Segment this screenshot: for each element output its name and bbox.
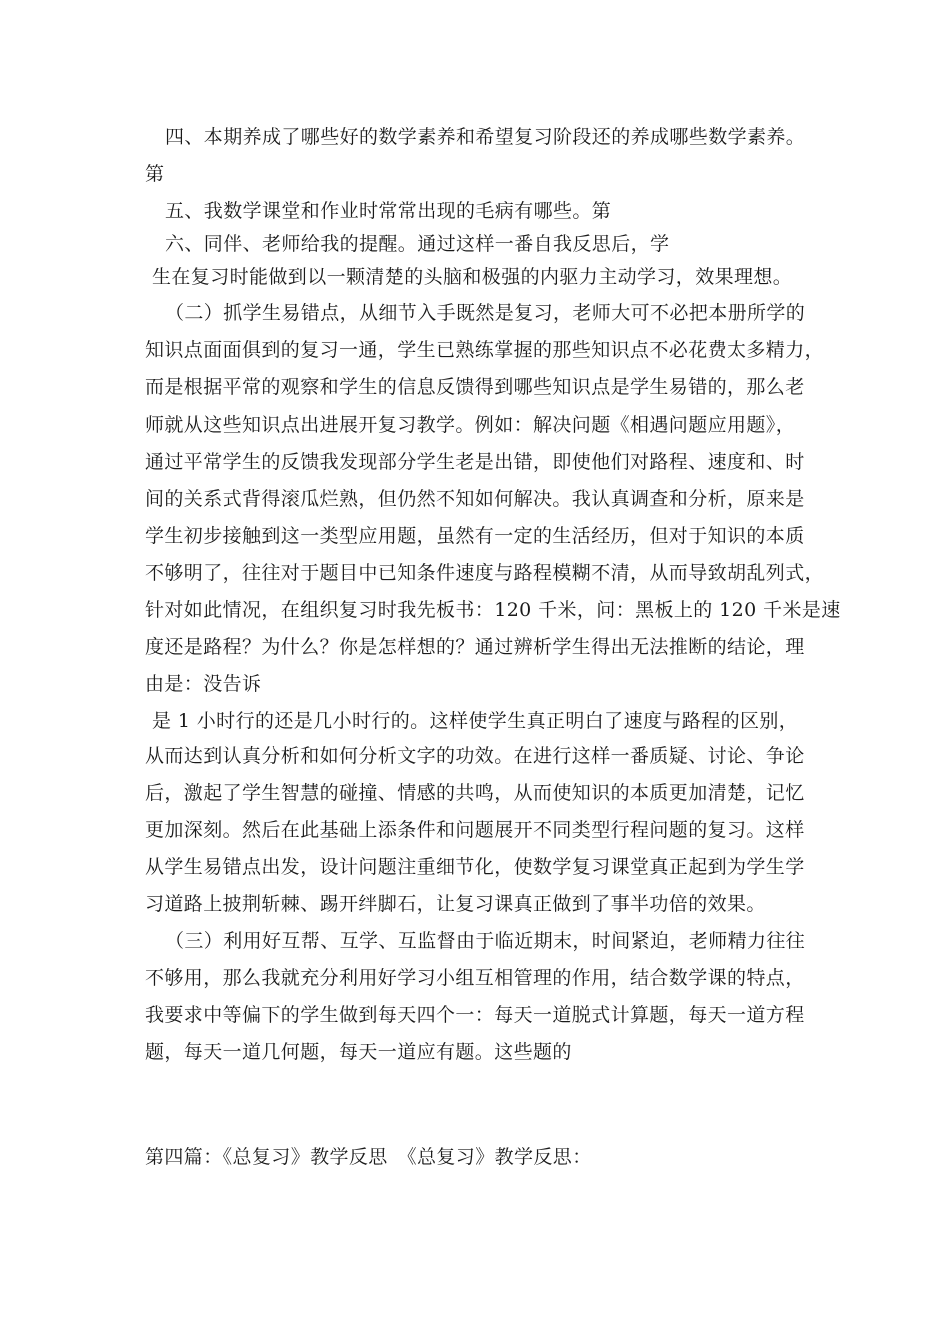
paragraph-line: 是 1 小时行的还是几小时行的。这样使学生真正明白了速度与路程的区别， bbox=[152, 710, 799, 732]
paragraph-line: 五、我数学课堂和作业时常常出现的毛病有哪些。第 bbox=[165, 200, 612, 222]
paragraph-line: 四、本期养成了哪些好的数学素养和希望复习阶段还的养成哪些数学素养。 bbox=[165, 126, 806, 148]
paragraph-line: 更加深刻。然后在此基础上添条件和问题展开不同类型行程问题的复习。这样 bbox=[145, 819, 805, 841]
paragraph-line: 而是根据平常的观察和学生的信息反馈得到哪些知识点是学生易错的，那么老 bbox=[145, 376, 805, 398]
paragraph-line: 由是：没告诉 bbox=[145, 673, 262, 695]
section-heading: 第四篇：《总复习》教学反思 《总复习》教学反思： bbox=[145, 1146, 592, 1168]
paragraph-line: 题，每天一道几何题，每天一道应有题。这些题的 bbox=[145, 1041, 572, 1063]
paragraph-line: 从而达到认真分析和如何分析文字的功效。在进行这样一番质疑、讨论、争论 bbox=[145, 745, 805, 767]
paragraph-line: 第 bbox=[145, 163, 165, 185]
paragraph-line: 后，激起了学生智慧的碰撞、情感的共鸣，从而使知识的本质更加清楚，记忆 bbox=[145, 782, 805, 804]
paragraph-line: 不够明了，往往对于题目中已知条件速度与路程模糊不清，从而导致胡乱列式， bbox=[145, 562, 825, 584]
paragraph-line: 师就从这些知识点出进展开复习教学。例如：解决问题《相遇问题应用题》， bbox=[145, 414, 796, 436]
paragraph-line: 生在复习时能做到以一颗清楚的头脑和极强的内驱力主动学习，效果理想。 bbox=[152, 266, 793, 288]
paragraph-line: 针对如此情况，在组织复习时我先板书：120 千米，问：黑板上的 120 千米是速 bbox=[145, 599, 841, 621]
paragraph-line: 我要求中等偏下的学生做到每天四个一：每天一道脱式计算题，每天一道方程 bbox=[145, 1004, 805, 1026]
paragraph-line: 通过平常学生的反馈我发现部分学生老是出错，即使他们对路程、速度和、时 bbox=[145, 451, 805, 473]
paragraph-line: 六、同伴、老师给我的提醒。通过这样一番自我反思后，学 bbox=[165, 233, 670, 255]
paragraph-line: （三）利用好互帮、互学、互监督由于临近期末，时间紧迫，老师精力往往 bbox=[165, 930, 806, 952]
paragraph-line: 习道路上披荆斩棘、踢开绊脚石，让复习课真正做到了事半功倍的效果。 bbox=[145, 893, 766, 915]
paragraph-line: 不够用，那么我就充分利用好学习小组互相管理的作用，结合数学课的特点， bbox=[145, 967, 805, 989]
paragraph-line: 度还是路程？为什么？你是怎样想的？通过辨析学生得出无法推断的结论，理 bbox=[145, 636, 805, 658]
paragraph-line: 学生初步接触到这一类型应用题，虽然有一定的生活经历，但对于知识的本质 bbox=[145, 525, 805, 547]
paragraph-line: 间的关系式背得滚瓜烂熟，但仍然不知如何解决。我认真调查和分析，原来是 bbox=[145, 488, 805, 510]
paragraph-line: 从学生易错点出发，设计问题注重细节化，使数学复习课堂真正起到为学生学 bbox=[145, 856, 805, 878]
paragraph-line: （二）抓学生易错点，从细节入手既然是复习，老师大可不必把本册所学的 bbox=[165, 302, 806, 324]
paragraph-line: 知识点面面俱到的复习一通，学生已熟练掌握的那些知识点不必花费太多精力， bbox=[145, 339, 825, 361]
